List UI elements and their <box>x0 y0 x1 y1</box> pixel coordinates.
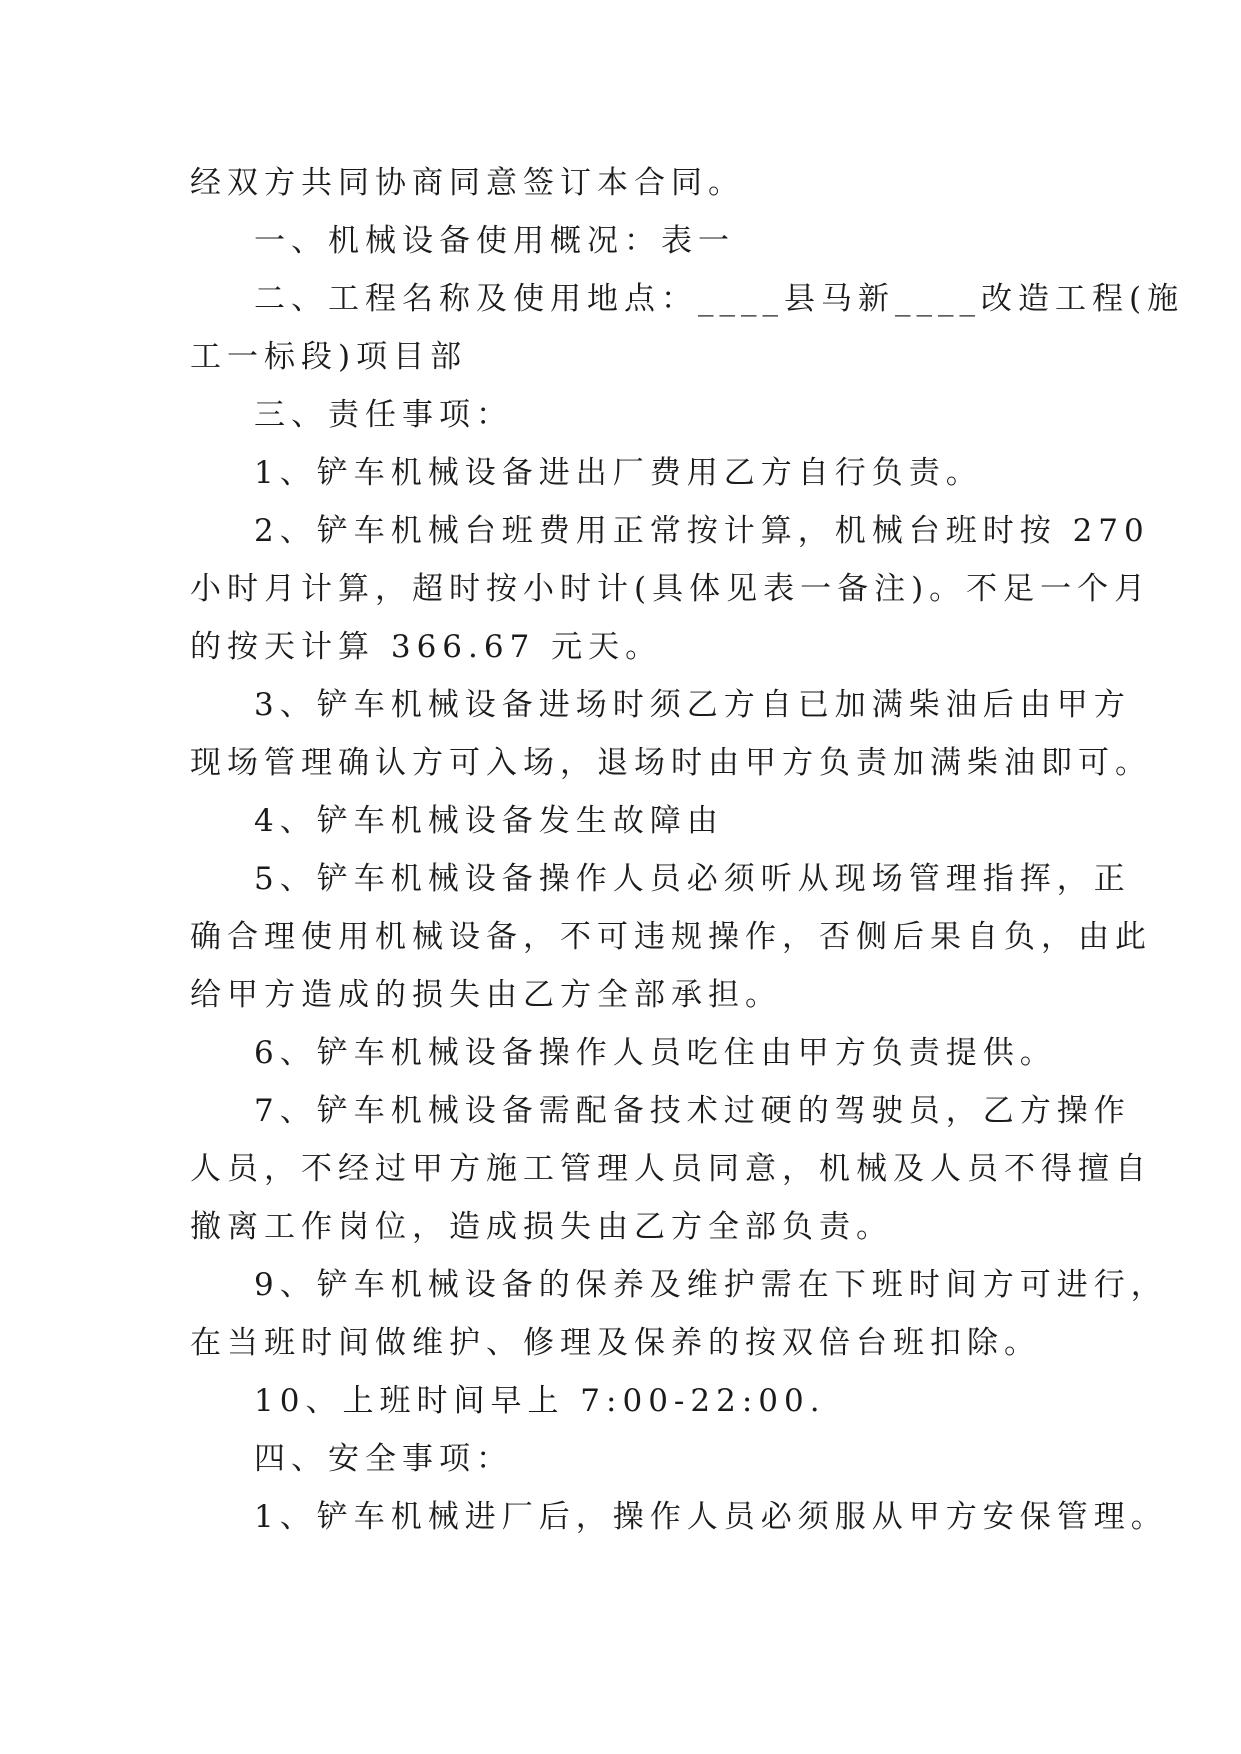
paragraph-line: 撤离工作岗位，造成损失由乙方全部负责。 <box>190 1209 893 1245</box>
section-heading: 四、安全事项： <box>254 1441 513 1477</box>
section-heading: 二、工程名称及使用地点：____县马新____改造工程(施 <box>254 281 1185 317</box>
clause-line: 1、铲车机械进厂后，操作人员必须服从甲方安保管理。 <box>254 1499 1168 1535</box>
section-heading: 三、责任事项： <box>254 397 513 433</box>
section-heading: 一、机械设备使用概况：表一 <box>254 223 735 259</box>
clause-line: 9、铲车机械设备的保养及维护需在下班时间方可进行， <box>254 1267 1168 1303</box>
clause-line: 7、铲车机械设备需配备技术过硬的驾驶员，乙方操作 <box>254 1093 1131 1129</box>
paragraph-line: 确合理使用机械设备，不可违规操作，否侧后果自负，由此 <box>190 919 1152 955</box>
paragraph-line: 工一标段)项目部 <box>190 339 468 375</box>
paragraph-line: 经双方共同协商同意签订本合同。 <box>190 165 745 201</box>
paragraph-line: 的按天计算 366.67 元天。 <box>190 629 663 665</box>
paragraph-line: 给甲方造成的损失由乙方全部承担。 <box>190 977 782 1013</box>
paragraph-line: 现场管理确认方可入场，退场时由甲方负责加满柴油即可。 <box>190 745 1152 781</box>
clause-line: 4、铲车机械设备发生故障由 <box>254 803 724 839</box>
clause-line: 2、铲车机械台班费用正常按计算，机械台班时按 270 <box>254 513 1150 549</box>
paragraph-line: 小时月计算，超时按小时计(具体见表一备注)。不足一个月 <box>190 571 1152 607</box>
paragraph-line: 在当班时间做维护、修理及保养的按双倍台班扣除。 <box>190 1325 1041 1361</box>
paragraph-line: 人员，不经过甲方施工管理人员同意，机械及人员不得擅自 <box>190 1151 1152 1187</box>
clause-line: 1、铲车机械设备进出厂费用乙方自行负责。 <box>254 455 983 491</box>
clause-line: 10、上班时间早上 7:00-22:00. <box>254 1383 826 1419</box>
clause-line: 3、铲车机械设备进场时须乙方自已加满柴油后由甲方 <box>254 687 1131 723</box>
clause-line: 5、铲车机械设备操作人员必须听从现场管理指挥，正 <box>254 861 1131 897</box>
clause-line: 6、铲车机械设备操作人员吃住由甲方负责提供。 <box>254 1035 1057 1071</box>
